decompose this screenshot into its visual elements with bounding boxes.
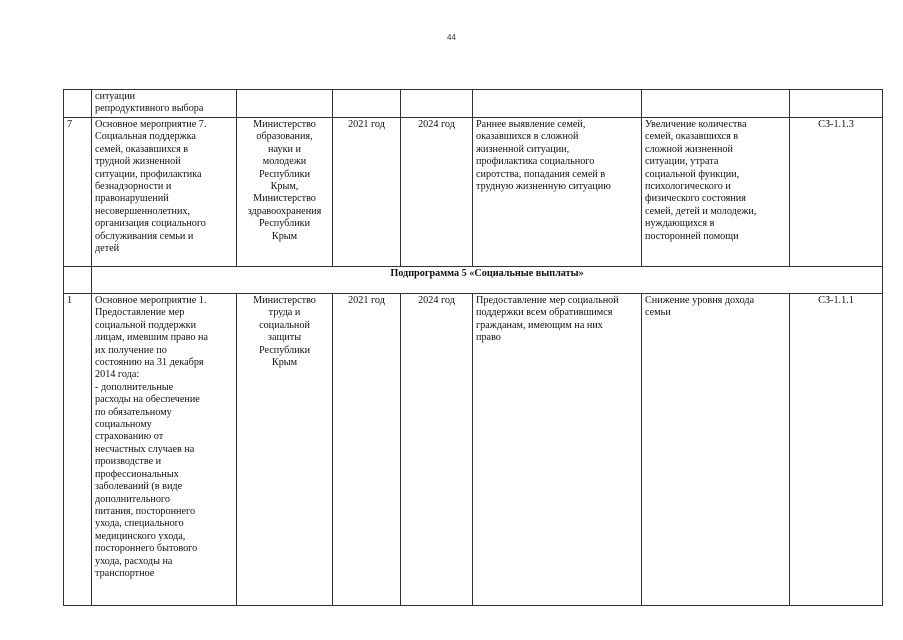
cell-line: поддержки всем обратившимся bbox=[476, 307, 613, 319]
section-title: Подпрограмма 5 «Социальные выплаты» bbox=[92, 267, 883, 294]
cell-line: ситуации, утрата bbox=[645, 156, 719, 168]
cell-line: обслуживания семьи и bbox=[95, 230, 194, 242]
section-number-cell bbox=[64, 267, 92, 294]
cell-line: детей bbox=[95, 243, 120, 255]
cell-line: Снижение уровня дохода bbox=[645, 295, 755, 306]
cell-line: сложной жизненной bbox=[645, 143, 733, 155]
cell-line: - дополнительные bbox=[95, 381, 174, 393]
page-number: 44 bbox=[447, 33, 456, 42]
end-year-cell bbox=[401, 90, 473, 118]
cell-line: профилактика социального bbox=[476, 156, 595, 168]
cell-line: социальной bbox=[259, 319, 310, 331]
executor-cell bbox=[237, 90, 333, 118]
cell-line: науки и bbox=[268, 143, 301, 155]
end-year-cell: 2024 год bbox=[401, 118, 473, 267]
cell-line: Министерство bbox=[253, 295, 316, 306]
cell-line: состоянию на 31 декабря bbox=[95, 357, 204, 369]
cell-line: Крым, bbox=[270, 181, 299, 193]
start-year-cell: 2021 год bbox=[333, 118, 401, 267]
cell-line: социальной поддержки bbox=[95, 319, 197, 331]
result-cell bbox=[473, 294, 642, 606]
table-row bbox=[64, 118, 883, 267]
measures-table bbox=[63, 89, 883, 606]
cell-line: Раннее выявление семей, bbox=[476, 119, 586, 130]
indicator-link-cell bbox=[790, 90, 883, 118]
cell-line: Предоставление мер социальной bbox=[476, 295, 619, 306]
cell-line: оказавшихся в сложной bbox=[476, 131, 579, 143]
consequence-cell bbox=[642, 118, 790, 267]
start-year-cell bbox=[333, 90, 401, 118]
cell-line: ухода, специального bbox=[95, 518, 184, 530]
cell-line: социальному bbox=[95, 419, 152, 431]
consequence-cell bbox=[642, 90, 790, 118]
end-year-cell: 2024 год bbox=[401, 294, 473, 606]
cell-line: Основное мероприятие 7. bbox=[95, 119, 207, 130]
cell-line: психологического и bbox=[645, 181, 731, 193]
cell-line: трудную жизненную ситуацию bbox=[476, 181, 611, 193]
cell-line: Крым bbox=[271, 357, 298, 369]
cell-line: транспортное bbox=[95, 567, 155, 579]
cell-line: правонарушений bbox=[95, 193, 169, 205]
cell-line: их получение по bbox=[95, 344, 167, 356]
cell-line: Министерство bbox=[253, 193, 316, 205]
section-row bbox=[64, 267, 883, 294]
cell-line: семей, оказавшихся в bbox=[645, 131, 739, 143]
cell-line: гражданам, имеющим на них bbox=[476, 319, 603, 331]
cell-line: ситуации bbox=[95, 91, 136, 102]
row-number-cell: 1 bbox=[64, 294, 92, 606]
cell-line: защиты bbox=[267, 332, 302, 344]
cell-line: посторонней помощи bbox=[645, 230, 739, 242]
cell-line: несовершеннолетних, bbox=[95, 205, 191, 217]
cell-line: дополнительного bbox=[95, 493, 170, 505]
cell-line: семей, оказавшихся в bbox=[95, 143, 189, 155]
cell-line: безнадзорности и bbox=[95, 181, 172, 193]
cell-line: организация социального bbox=[95, 218, 206, 230]
cell-line: Предоставление мер bbox=[95, 307, 185, 319]
cell-line: труда и bbox=[268, 307, 301, 319]
cell-line: Республики bbox=[258, 344, 311, 356]
cell-line: по обязательному bbox=[95, 406, 172, 418]
cell-line: расходы на обеспечение bbox=[95, 394, 200, 406]
cell-line: ухода, расходы на bbox=[95, 555, 173, 567]
cell-line: Основное мероприятие 1. bbox=[95, 295, 207, 306]
indicator-link-cell: СЗ-1.1.3 bbox=[790, 118, 883, 267]
cell-line: Республики bbox=[258, 168, 311, 180]
cell-line: право bbox=[476, 332, 501, 344]
cell-line: нуждающихся в bbox=[645, 218, 715, 230]
cell-line: репродуктивного выбора bbox=[95, 103, 204, 115]
cell-line: 2014 года: bbox=[95, 369, 140, 381]
cell-line: страхованию от bbox=[95, 431, 164, 443]
cell-line: заболеваний (в виде bbox=[95, 481, 183, 493]
cell-line: семей, детей и молодежи, bbox=[645, 205, 757, 217]
cell-line: жизненной ситуации, bbox=[476, 143, 570, 155]
executor-cell bbox=[237, 294, 333, 606]
consequence-cell bbox=[642, 294, 790, 606]
cell-line: Социальная поддержка bbox=[95, 131, 196, 143]
row-number-cell: 7 bbox=[64, 118, 92, 267]
activity-cell bbox=[92, 90, 237, 118]
executor-cell bbox=[237, 118, 333, 267]
cell-line: семьи bbox=[645, 307, 671, 319]
cell-line: сиротства, попадания семей в bbox=[476, 168, 606, 180]
cell-line: здравоохранения bbox=[247, 205, 322, 217]
cell-line: медицинского ухода, bbox=[95, 530, 186, 542]
cell-line: трудной жизненной bbox=[95, 156, 181, 168]
start-year-cell: 2021 год bbox=[333, 294, 401, 606]
row-number-cell bbox=[64, 90, 92, 118]
table-row bbox=[64, 294, 883, 606]
result-cell bbox=[473, 118, 642, 267]
indicator-link-cell: СЗ-1.1.1 bbox=[790, 294, 883, 606]
cell-line: физического состояния bbox=[645, 193, 746, 205]
result-cell bbox=[473, 90, 642, 118]
cell-line: производстве и bbox=[95, 456, 162, 468]
cell-line: Министерство bbox=[253, 119, 316, 130]
cell-line: несчастных случаев на bbox=[95, 443, 195, 455]
table-row bbox=[64, 90, 883, 118]
cell-line: лицам, имевшим право на bbox=[95, 332, 208, 344]
cell-line: Республики bbox=[258, 218, 311, 230]
activity-cell bbox=[92, 294, 237, 606]
cell-line: Крым bbox=[271, 230, 298, 242]
cell-line: Увеличение количества bbox=[645, 119, 747, 130]
cell-line: молодежи bbox=[262, 156, 307, 168]
cell-line: образования, bbox=[256, 131, 313, 143]
cell-line: ситуации, профилактика bbox=[95, 168, 202, 180]
cell-line: постороннего бытового bbox=[95, 543, 198, 555]
activity-cell bbox=[92, 118, 237, 267]
cell-line: питания, постороннего bbox=[95, 505, 196, 517]
cell-line: социальной функции, bbox=[645, 168, 740, 180]
cell-line: профессиональных bbox=[95, 468, 179, 480]
